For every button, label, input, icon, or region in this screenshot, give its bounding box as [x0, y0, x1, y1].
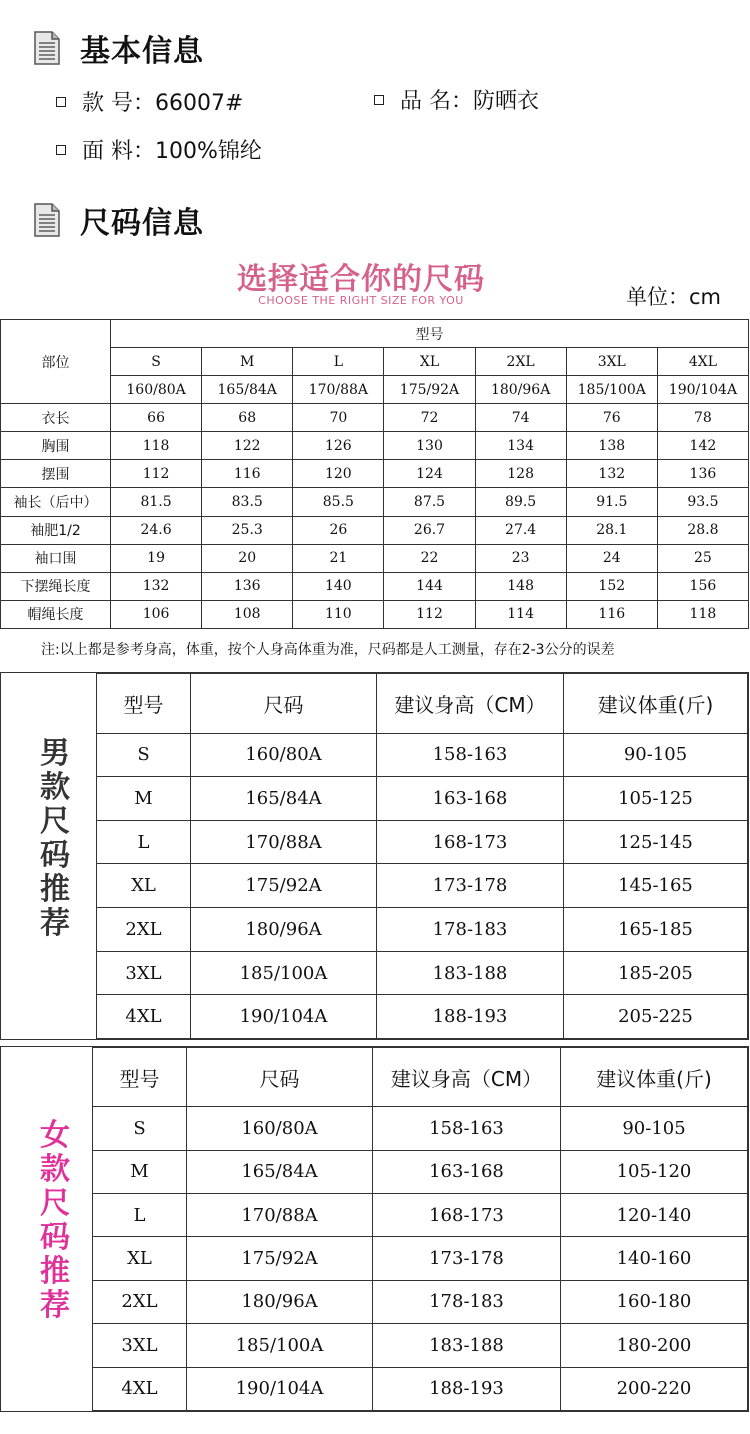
men-recommendation-panel [0, 672, 749, 1040]
table-cell: 160/80A [191, 733, 377, 777]
table-row [97, 995, 748, 1039]
measurement-value: 152 [566, 572, 657, 600]
table-cell: 185/100A [187, 1324, 373, 1367]
table-cell: 2XL [93, 1280, 187, 1323]
measurement-value: 74 [475, 404, 566, 432]
size-label: L [293, 348, 384, 376]
label-char: 尺 [40, 804, 70, 839]
style-number [56, 86, 243, 117]
measurement-value: 112 [111, 460, 202, 488]
table-row [93, 1150, 748, 1193]
table-cell: 158-163 [377, 733, 564, 777]
size-spec: 165/84A [202, 376, 293, 404]
table-cell: 188-193 [377, 995, 564, 1039]
measurement-value: 156 [657, 572, 748, 600]
table-cell: 173-178 [377, 864, 564, 908]
measurement-value: 132 [566, 460, 657, 488]
size-label: 3XL [566, 348, 657, 376]
measurement-value: 68 [202, 404, 293, 432]
measurement-value: 118 [657, 600, 748, 628]
table-cell: L [97, 820, 191, 864]
measurement-value: 112 [384, 600, 475, 628]
size-spec: 170/88A [293, 376, 384, 404]
table-cell: 190/104A [191, 995, 377, 1039]
table-cell: 178-183 [377, 908, 564, 952]
table-cell: 145-165 [564, 864, 748, 908]
table-cell: 3XL [97, 951, 191, 995]
size-chart-table [0, 319, 749, 629]
measurement-name: 衣长 [1, 404, 111, 432]
measurement-value: 24.6 [111, 516, 202, 544]
bullet-icon [56, 97, 66, 107]
size-spec-row [1, 376, 749, 404]
table-cell: 180/96A [191, 908, 377, 952]
measurement-value: 26 [293, 516, 384, 544]
measurement-value: 138 [566, 432, 657, 460]
table-row [97, 908, 748, 952]
table-cell: 165/84A [187, 1150, 373, 1193]
product-name-text: 品 名：防晒衣 [400, 89, 539, 114]
size-label: S [111, 348, 202, 376]
table-cell: 175/92A [187, 1237, 373, 1280]
measurement-value: 93.5 [657, 488, 748, 516]
measurement-row [1, 488, 749, 516]
measurement-value: 128 [475, 460, 566, 488]
table-cell: 3XL [93, 1324, 187, 1367]
table-cell: 178-183 [373, 1280, 561, 1323]
size-spec: 185/100A [566, 376, 657, 404]
table-cell: 163-168 [377, 777, 564, 821]
style-number-text: 款 号：66007# [82, 91, 244, 116]
table-cell: XL [97, 864, 191, 908]
size-spec: 175/92A [384, 376, 475, 404]
size-spec: 180/96A [475, 376, 566, 404]
table-cell: 105-125 [564, 777, 748, 821]
measurement-value: 120 [293, 460, 384, 488]
measurement-value: 26.7 [384, 516, 475, 544]
measurement-value: 136 [202, 572, 293, 600]
size-info-title: 尺码信息 [80, 206, 204, 241]
fabric [56, 134, 262, 165]
measurement-value: 122 [202, 432, 293, 460]
table-cell: 183-188 [377, 951, 564, 995]
measurement-value: 89.5 [475, 488, 566, 516]
measurement-value: 91.5 [566, 488, 657, 516]
table-cell: 185-205 [564, 951, 748, 995]
table-cell: M [93, 1150, 187, 1193]
table-cell: 205-225 [564, 995, 748, 1039]
table-cell: 170/88A [187, 1193, 373, 1236]
column-header: 尺码 [187, 1048, 373, 1107]
table-row [97, 777, 748, 821]
table-cell: L [93, 1193, 187, 1236]
model-header: 型号 [111, 320, 749, 348]
banner-subtitle: CHOOSE THE RIGHT SIZE FOR YOU [258, 294, 464, 307]
size-spec: 190/104A [657, 376, 748, 404]
measurement-value: 83.5 [202, 488, 293, 516]
men-header-row [97, 674, 748, 734]
bullet-icon [56, 145, 66, 155]
size-info-heading [34, 200, 204, 240]
measurement-value: 28.1 [566, 516, 657, 544]
table-cell: 160-180 [561, 1280, 748, 1323]
table-cell: 90-105 [561, 1107, 748, 1150]
label-char: 码 [40, 1220, 70, 1255]
table-row [93, 1107, 748, 1150]
table-row [93, 1324, 748, 1367]
table-cell: 168-173 [373, 1193, 561, 1236]
measurement-name: 下摆绳长度 [1, 572, 111, 600]
label-char: 码 [40, 838, 70, 873]
measurement-value: 25.3 [202, 516, 293, 544]
table-cell: 4XL [93, 1367, 187, 1410]
measurement-row [1, 572, 749, 600]
size-header-row [1, 320, 749, 348]
measurement-value: 81.5 [111, 488, 202, 516]
women-recommendation-label [35, 1119, 75, 1323]
measurement-note: 注:以上都是参考身高，体重，按个人身高体重为准，尺码都是人工测量，存在2-3公分的误差 [41, 642, 615, 658]
bullet-icon [374, 95, 384, 105]
table-cell: 175/92A [191, 864, 377, 908]
measurement-value: 116 [202, 460, 293, 488]
table-cell: 90-105 [564, 733, 748, 777]
table-cell: 125-145 [564, 820, 748, 864]
measurement-value: 126 [293, 432, 384, 460]
measurement-value: 19 [111, 544, 202, 572]
table-cell: 105-120 [561, 1150, 748, 1193]
measurement-row [1, 460, 749, 488]
column-header: 建议身高（CM） [377, 674, 564, 734]
table-cell: 188-193 [373, 1367, 561, 1410]
measurement-row [1, 544, 749, 572]
measurement-value: 24 [566, 544, 657, 572]
measurement-value: 72 [384, 404, 475, 432]
table-cell: 158-163 [373, 1107, 561, 1150]
table-cell: 2XL [97, 908, 191, 952]
measurement-name: 袖肥1/2 [1, 516, 111, 544]
document-icon [34, 203, 60, 237]
table-cell: M [97, 777, 191, 821]
measurement-value: 118 [111, 432, 202, 460]
table-cell: 180-200 [561, 1324, 748, 1367]
measurement-value: 85.5 [293, 488, 384, 516]
table-cell: 163-168 [373, 1150, 561, 1193]
label-char: 荐 [40, 1288, 70, 1323]
column-header: 型号 [97, 674, 191, 734]
measurement-row [1, 404, 749, 432]
measurement-value: 114 [475, 600, 566, 628]
size-label: M [202, 348, 293, 376]
measurement-row [1, 516, 749, 544]
size-label-row [1, 348, 749, 376]
measurement-value: 20 [202, 544, 293, 572]
column-header: 尺码 [191, 674, 377, 734]
measurement-value: 130 [384, 432, 475, 460]
table-row [97, 864, 748, 908]
table-cell: 160/80A [187, 1107, 373, 1150]
measurement-value: 87.5 [384, 488, 475, 516]
measurement-value: 136 [657, 460, 748, 488]
column-header: 建议身高（CM） [373, 1048, 561, 1107]
product-name [374, 84, 539, 115]
label-char: 款 [40, 1152, 70, 1187]
table-cell: 173-178 [373, 1237, 561, 1280]
measurement-row [1, 600, 749, 628]
table-cell: 180/96A [187, 1280, 373, 1323]
table-cell: 140-160 [561, 1237, 748, 1280]
document-icon [34, 31, 60, 65]
measurement-value: 23 [475, 544, 566, 572]
size-spec: 160/80A [111, 376, 202, 404]
table-cell: 4XL [97, 995, 191, 1039]
table-cell: 165/84A [191, 777, 377, 821]
measurement-name: 摆围 [1, 460, 111, 488]
basic-info-heading [34, 28, 204, 68]
table-cell: 183-188 [373, 1324, 561, 1367]
label-char: 女 [40, 1118, 70, 1153]
measurement-row [1, 432, 749, 460]
men-recommendation-label [35, 737, 75, 941]
measurement-value: 28.8 [657, 516, 748, 544]
measurement-value: 124 [384, 460, 475, 488]
table-cell: 170/88A [191, 820, 377, 864]
table-cell: S [93, 1107, 187, 1150]
table-cell: 190/104A [187, 1367, 373, 1410]
measurement-value: 140 [293, 572, 384, 600]
table-cell: 185/100A [191, 951, 377, 995]
measurement-value: 110 [293, 600, 384, 628]
measurement-name: 帽绳长度 [1, 600, 111, 628]
table-cell: 200-220 [561, 1367, 748, 1410]
column-header: 型号 [93, 1048, 187, 1107]
label-char: 荐 [40, 906, 70, 941]
table-cell: 165-185 [564, 908, 748, 952]
measurement-value: 76 [566, 404, 657, 432]
women-recommendation-table [92, 1047, 748, 1411]
measurement-value: 27.4 [475, 516, 566, 544]
measurement-value: 78 [657, 404, 748, 432]
table-row [97, 820, 748, 864]
banner-title: 选择适合你的尺码 [237, 262, 485, 297]
women-recommendation-panel [0, 1046, 749, 1412]
measurement-value: 22 [384, 544, 475, 572]
measurement-value: 25 [657, 544, 748, 572]
label-char: 尺 [40, 1186, 70, 1221]
size-label: XL [384, 348, 475, 376]
women-header-row [93, 1048, 748, 1107]
measurement-name: 胸围 [1, 432, 111, 460]
label-char: 推 [40, 872, 70, 907]
measurement-name: 袖口围 [1, 544, 111, 572]
measurement-value: 144 [384, 572, 475, 600]
table-row [93, 1237, 748, 1280]
measurement-name: 袖长（后中） [1, 488, 111, 516]
measurement-value: 106 [111, 600, 202, 628]
measurement-value: 142 [657, 432, 748, 460]
table-cell: S [97, 733, 191, 777]
size-label: 4XL [657, 348, 748, 376]
table-row [97, 733, 748, 777]
measurement-value: 134 [475, 432, 566, 460]
part-header: 部位 [1, 320, 111, 404]
table-cell: 168-173 [377, 820, 564, 864]
table-cell: 120-140 [561, 1193, 748, 1236]
label-char: 推 [40, 1254, 70, 1289]
size-label: 2XL [475, 348, 566, 376]
column-header: 建议体重(斤) [564, 674, 748, 734]
measurement-value: 148 [475, 572, 566, 600]
men-recommendation-table [96, 673, 748, 1039]
measurement-value: 66 [111, 404, 202, 432]
measurement-value: 108 [202, 600, 293, 628]
label-char: 款 [40, 770, 70, 805]
table-row [97, 951, 748, 995]
measurement-value: 70 [293, 404, 384, 432]
basic-info-title: 基本信息 [80, 34, 204, 69]
measurement-value: 132 [111, 572, 202, 600]
column-header: 建议体重(斤) [561, 1048, 748, 1107]
table-row [93, 1280, 748, 1323]
unit-label: 单位：cm [626, 285, 722, 309]
label-char: 男 [40, 736, 70, 771]
fabric-text: 面 料：100%锦纶 [82, 139, 262, 164]
measurement-value: 116 [566, 600, 657, 628]
table-cell: XL [93, 1237, 187, 1280]
table-row [93, 1193, 748, 1236]
measurement-value: 21 [293, 544, 384, 572]
table-row [93, 1367, 748, 1410]
